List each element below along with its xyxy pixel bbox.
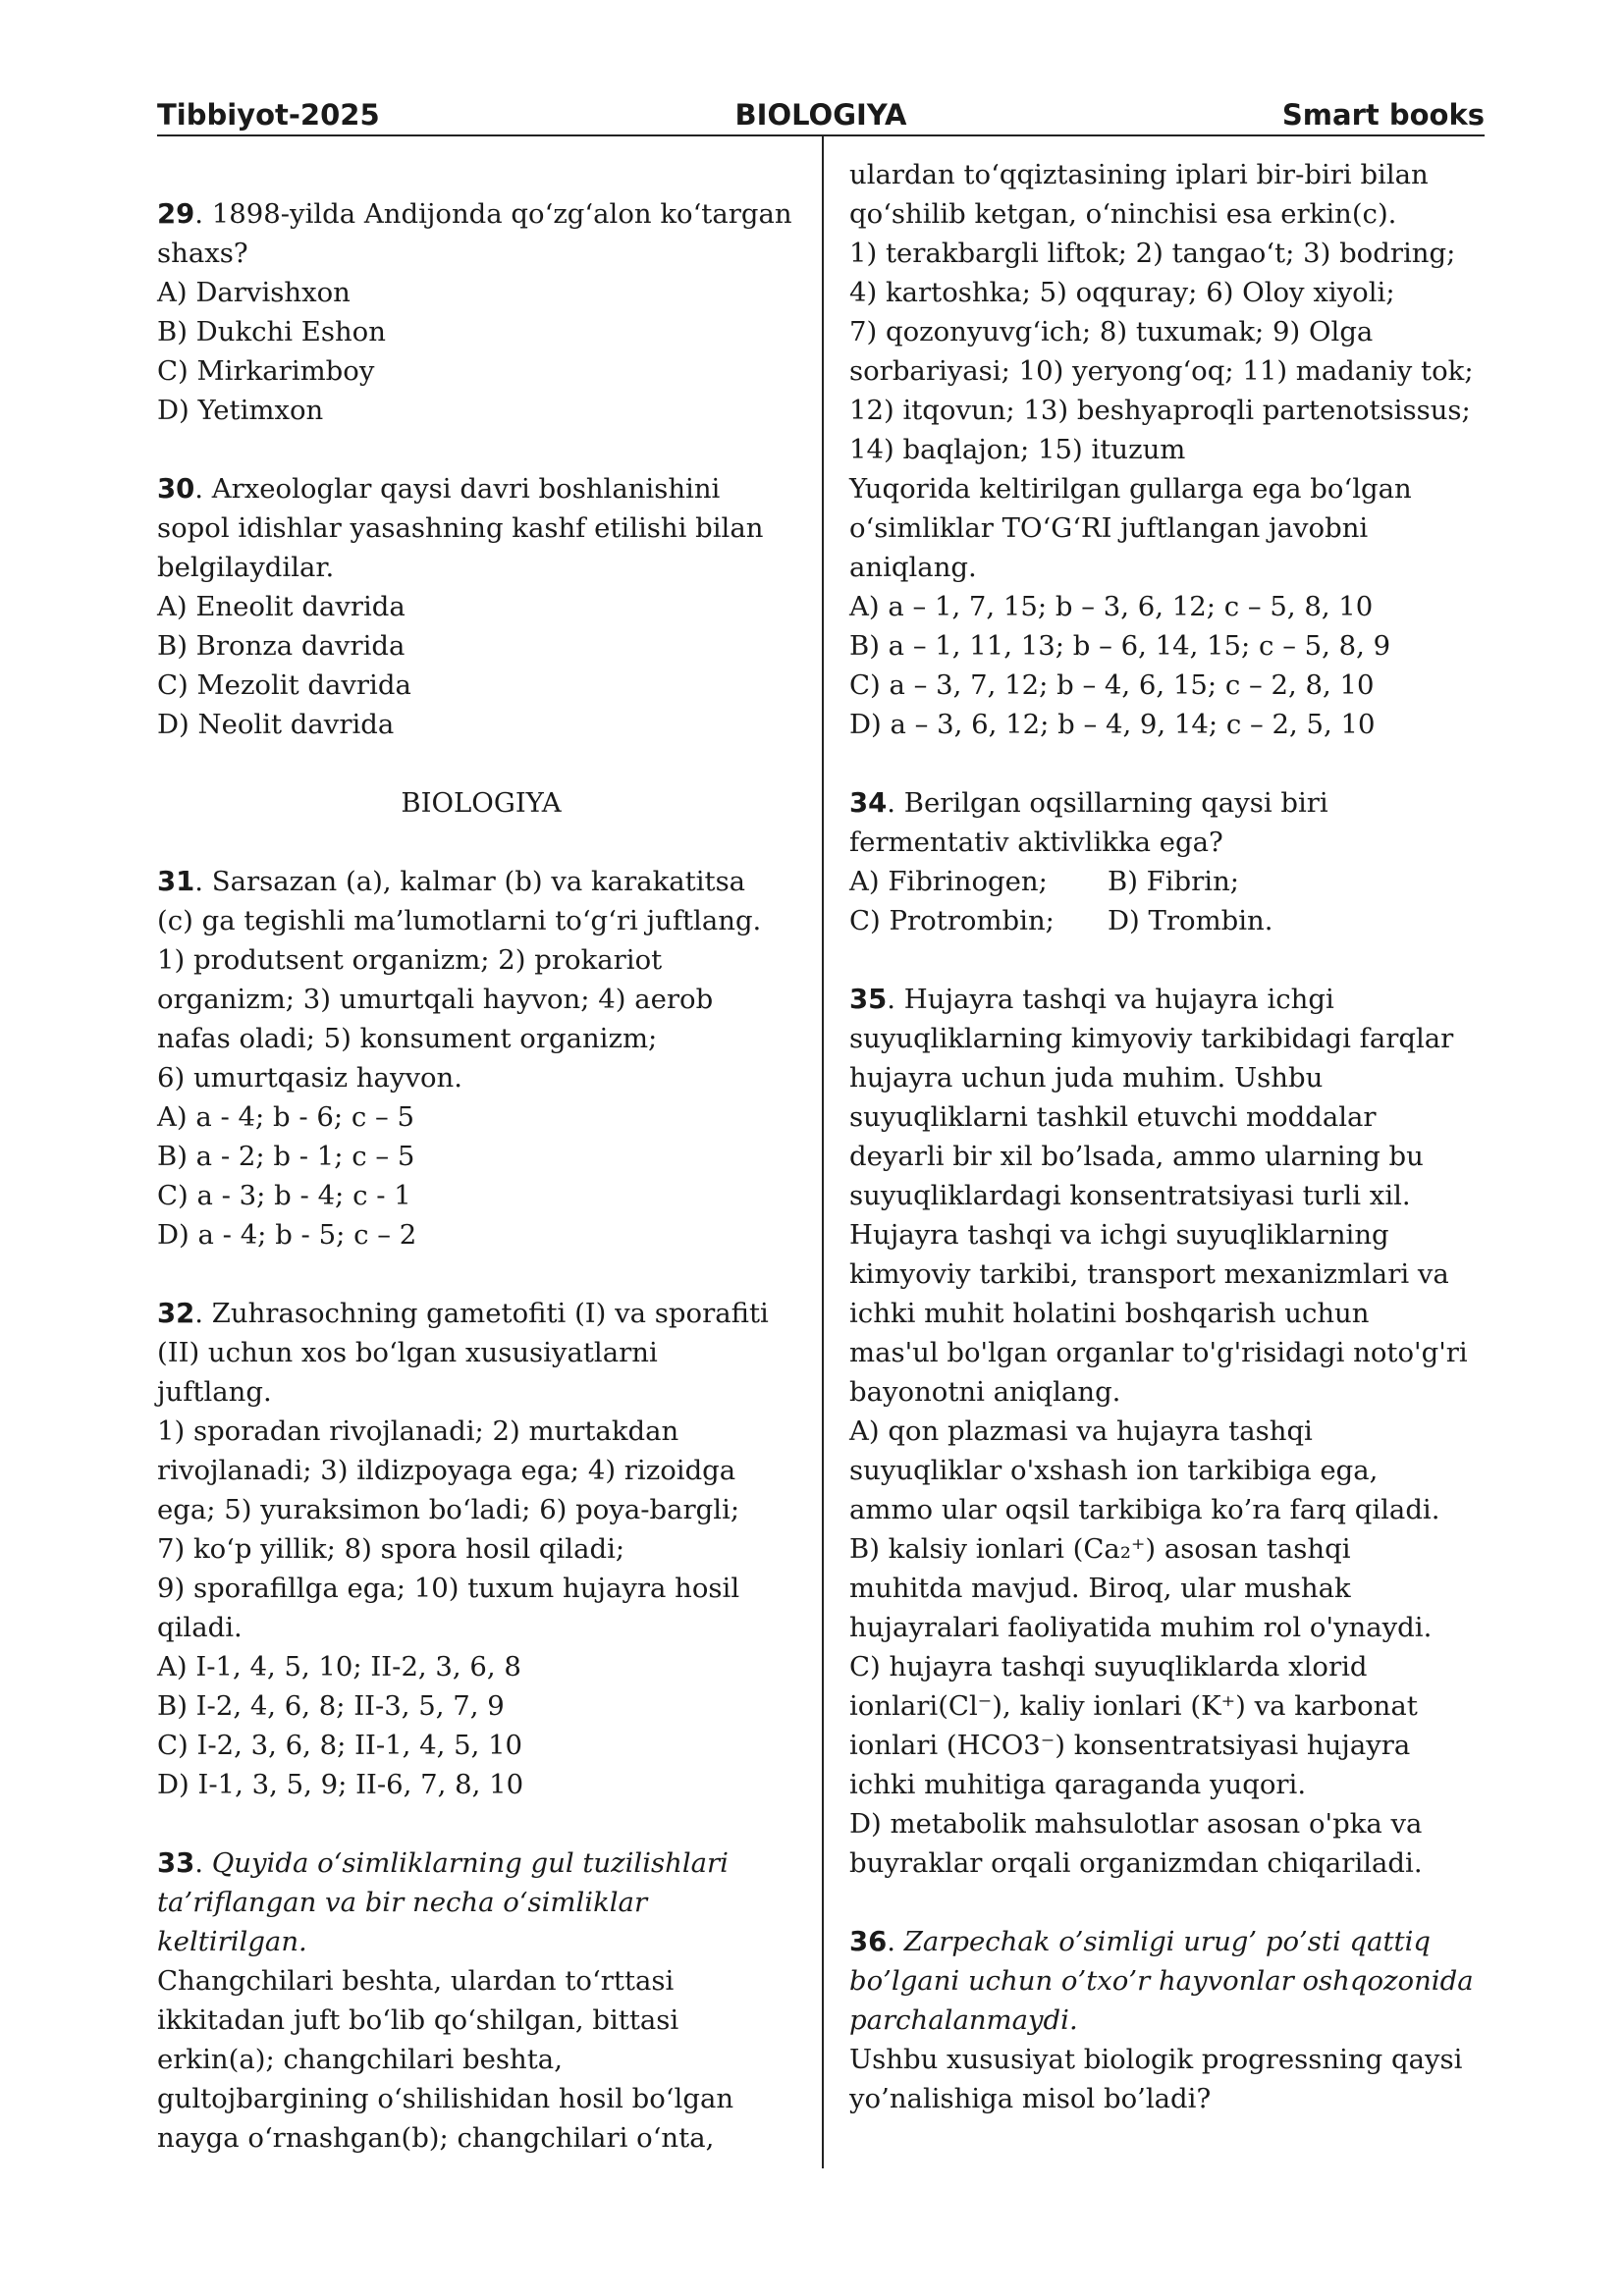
answer-option-text: ionlari (HCO3⁻) konsentratsiyasi hujayra <box>849 1730 1411 1761</box>
answer-option-b: B) Bronza davrida <box>157 630 406 662</box>
question-text: 4) kartoshka; 5) oqquray; 6) Oloy xiyoli; <box>849 277 1395 308</box>
question-text: shaxs? <box>157 238 248 269</box>
answer-option-b: B) kalsiy ionlari (Ca₂⁺) asosan tashqi <box>849 1533 1351 1565</box>
header-left: Tibbiyot-2025 <box>157 98 380 132</box>
question-number: 30 <box>157 473 195 505</box>
header-center: BIOLOGIYA <box>734 98 907 132</box>
question-text: fermentativ aktivlikka ega? <box>849 827 1223 858</box>
question-text: nafas oladi; 5) konsument organizm; <box>157 1023 658 1054</box>
answer-option-text: ammo ular oqsil tarkibiga ko’ra farq qiladi. <box>849 1494 1440 1525</box>
answer-option-d: D) metabolik mahsulotlar asosan o'pka va <box>849 1808 1423 1840</box>
answer-option-a: A) I-1, 4, 5, 10; II-2, 3, 6, 8 <box>157 1651 521 1682</box>
answer-option-text: buyraklar orqali organizmdan chiqariladi. <box>849 1847 1423 1879</box>
question-text: . Hujayra tashqi va hujayra ichgi <box>887 984 1334 1015</box>
answer-option-b: B) I-2, 4, 6, 8; II-3, 5, 7, 9 <box>157 1690 505 1722</box>
question-text: qiladi. <box>157 1612 243 1643</box>
question-text: organizm; 3) umurtqali hayvon; 4) aerob <box>157 984 714 1015</box>
question-33-start: 33. Quyida o‘simliklarning gul tuzilishlari ta’riflangan va bir necha o‘simliklar keltirilgan. Changchilari beshta, ulardan to‘rttasi ikkitadan juft bo‘lib qo‘shilgan, bittasi erkin(a); changchilari beshta, gultojbargining o‘shilishidan hosil bo‘lgan nayga o‘rnashgan(b); changchilari o‘nta, <box>157 1843 805 2158</box>
question-text: . Sarsazan (a), kalmar (b) va karakatitsa <box>194 866 746 897</box>
question-text: 1) terakbargli liftok; 2) tangao‘t; 3) bodring; <box>849 238 1456 269</box>
answer-option-c: C) Mezolit davrida <box>157 669 411 701</box>
column-divider <box>822 136 824 2168</box>
answer-option-a: A) Fibrinogen; <box>849 866 1048 897</box>
question-text: . Arxeologlar qaysi davri boshlanishini <box>194 473 721 505</box>
answer-option-d: D) I-1, 3, 5, 9; II-6, 7, 8, 10 <box>157 1769 524 1800</box>
question-text: sorbariyasi; 10) yeryong‘oq; 11) madaniy tok; <box>849 355 1474 387</box>
question-text-italic: parchalanmaydi. <box>849 2004 1078 2036</box>
answer-option-b: B) a - 2; b - 1; c – 5 <box>157 1141 415 1172</box>
answer-option-a: A) a – 1, 7, 15; b – 3, 6, 12; c – 5, 8, 10 <box>849 591 1374 622</box>
question-text: suyuqliklardagi konsentratsiyasi turli xil. <box>849 1180 1411 1211</box>
answer-option-c: C) Mirkarimboy <box>157 355 375 387</box>
question-29 <box>157 194 805 430</box>
question-number: 31 <box>157 866 195 897</box>
answer-option-b: B) Dukchi Eshon <box>157 316 386 347</box>
question-text: hujayra uchun juda muhim. Ushbu <box>849 1062 1324 1094</box>
answer-option-b: B) a – 1, 11, 13; b – 6, 14, 15; c – 5, 8, 9 <box>849 630 1391 662</box>
question-text: (II) uchun xos bo‘lgan xususiyatlarni <box>157 1337 658 1368</box>
header-right: Smart books <box>1281 98 1485 132</box>
question-text: 9) sporafillga ega; 10) tuxum hujayra hosil <box>157 1573 740 1604</box>
question-text: . 1898-yilda Andijonda qo‘zg‘alon ko‘targan <box>194 198 792 230</box>
question-text: 1) produtsent organizm; 2) prokariot <box>157 944 663 976</box>
question-text: . Zuhrasochning gametofiti (I) va sporafiti <box>194 1298 769 1329</box>
question-number: 36 <box>849 1926 888 1957</box>
question-text: nayga o‘rnashgan(b); changchilari o‘nta, <box>157 2122 715 2154</box>
question-30 <box>157 469 805 744</box>
question-text: suyuqliklarning kimyoviy tarkibidagi farqlar <box>849 1023 1454 1054</box>
answer-option-c: C) Protrombin; <box>849 905 1055 936</box>
question-text: Ushbu xususiyat biologik progressning qaysi <box>849 2044 1463 2075</box>
question-text: Yuqorida keltirilgan gullarga ega bo‘lgan <box>849 473 1412 505</box>
question-text: kimyoviy tarkibi, transport mexanizmlari va <box>849 1258 1449 1290</box>
question-number: 29 <box>157 198 195 230</box>
answer-option-a: A) qon plazmasi va hujayra tashqi <box>849 1415 1313 1447</box>
question-text-italic: keltirilgan. <box>157 1926 307 1957</box>
answer-option-a: A) Darvishxon <box>157 277 351 308</box>
answer-option-c: C) a - 3; b - 4; c - 1 <box>157 1180 411 1211</box>
answer-option-c: C) hujayra tashqi suyuqliklarda xlorid <box>849 1651 1368 1682</box>
question-36: 36. Zarpechak o’simligi urug’ po’sti qattiq bo’lgani uchun o’txo’r hayvonlar oshqozonida parchalanmaydi. Ushbu xususiyat biologik progressning qaysi yo’nalishiga misol bo’ladi? <box>849 1922 1488 2118</box>
left-column <box>157 194 805 2158</box>
answer-option-c: C) I-2, 3, 6, 8; II-1, 4, 5, 10 <box>157 1730 523 1761</box>
answer-option-d: D) a – 3, 6, 12; b – 4, 9, 14; c – 2, 5, 10 <box>849 709 1376 740</box>
question-text: 6) umurtqasiz hayvon. <box>157 1062 462 1094</box>
answer-option-d: D) a - 4; b - 5; c – 2 <box>157 1219 417 1251</box>
question-text: erkin(a); changchilari beshta, <box>157 2044 563 2075</box>
answer-option-d: D) Trombin. <box>1108 905 1273 936</box>
header-rule <box>157 134 1485 136</box>
question-33-continued <box>849 155 1488 744</box>
question-text: 12) itqovun; 13) beshyaproqli partenotsissus; <box>849 395 1471 426</box>
question-text-italic: bo’lgani uchun o’txo’r hayvonlar oshqozonida <box>849 1965 1474 1997</box>
question-text-italic: Zarpechak o’simligi urug’ po’sti qattiq <box>903 1926 1431 1957</box>
question-number: 33 <box>157 1847 195 1879</box>
question-text-italic: ta’riflangan va bir necha o‘simliklar <box>157 1887 648 1918</box>
answer-option-text: ichki muhitiga qaraganda yuqori. <box>849 1769 1307 1800</box>
answer-option-text: suyuqliklar o'xshash ion tarkibiga ega, <box>849 1455 1379 1486</box>
answer-option-d: D) Yetimxon <box>157 395 324 426</box>
question-text: 14) baqlajon; 15) ituzum <box>849 434 1186 465</box>
question-text: Hujayra tashqi va ichgi suyuqliklarning <box>849 1219 1389 1251</box>
question-text: (c) ga tegishli ma’lumotlarni to‘g‘ri juftlang. <box>157 905 762 936</box>
question-number: 35 <box>849 984 888 1015</box>
answer-option-text: muhitda mavjud. Biroq, ular mushak <box>849 1573 1351 1604</box>
question-text: yo’nalishiga misol bo’ladi? <box>849 2083 1212 2114</box>
question-text: 1) sporadan rivojlanadi; 2) murtakdan <box>157 1415 679 1447</box>
question-text: ichki muhit holatini boshqarish uchun <box>849 1298 1370 1329</box>
answer-option-c: C) a – 3, 7, 12; b – 4, 6, 15; c – 2, 8, 10 <box>849 669 1375 701</box>
question-text: suyuqliklarni tashkil etuvchi moddalar <box>849 1101 1377 1133</box>
page-header <box>157 98 1485 137</box>
question-text: bayonotni aniqlang. <box>849 1376 1121 1408</box>
question-32 <box>157 1294 805 1804</box>
question-text: belgilaydilar. <box>157 552 335 583</box>
answer-option-a: A) a - 4; b - 6; c – 5 <box>157 1101 415 1133</box>
question-text-italic: Quyida o‘simliklarning gul tuzilishlari <box>211 1847 729 1879</box>
question-text: rivojlanadi; 3) ildizpoyaga ega; 4) rizoidga <box>157 1455 736 1486</box>
answer-option-b: B) Fibrin; <box>1108 866 1240 897</box>
question-text: o‘simliklar TO‘G‘RI juftlangan javobni <box>849 512 1369 544</box>
question-text: Changchilari beshta, ulardan to‘rttasi <box>157 1965 675 1997</box>
question-text: deyarli bir xil bo’lsada, ammo ularning bu <box>849 1141 1424 1172</box>
question-35 <box>849 980 1488 1883</box>
question-number: 34 <box>849 787 888 819</box>
question-34 <box>849 783 1488 940</box>
question-text: ulardan to‘qqiztasining iplari bir-biri bilan <box>849 159 1429 190</box>
right-column <box>849 155 1488 2118</box>
question-text: 7) ko‘p yillik; 8) spora hosil qiladi; <box>157 1533 625 1565</box>
answer-option-text: hujayralari faoliyatida muhim rol o'ynaydi. <box>849 1612 1433 1643</box>
question-31 <box>157 862 805 1255</box>
question-text: ikkitadan juft bo‘lib qo‘shilgan, bittasi <box>157 2004 679 2036</box>
question-text: sopol idishlar yasashning kashf etilishi bilan <box>157 512 764 544</box>
question-text: juftlang. <box>157 1376 272 1408</box>
question-text: aniqlang. <box>849 552 977 583</box>
answer-option-d: D) Neolit davrida <box>157 709 395 740</box>
question-text: qo‘shilib ketgan, o‘ninchisi esa erkin(c). <box>849 198 1397 230</box>
question-text: gultojbargining o‘shilishidan hosil bo‘lgan <box>157 2083 734 2114</box>
question-text: ega; 5) yuraksimon bo‘ladi; 6) poya-bargli; <box>157 1494 740 1525</box>
answer-option-text: ionlari(Cl⁻), kaliy ionlari (K⁺) va karbonat <box>849 1690 1418 1722</box>
answer-option-a: A) Eneolit davrida <box>157 591 406 622</box>
section-title: BIOLOGIYA <box>401 787 562 819</box>
question-text: mas'ul bo'lgan organlar to'g'risidagi noto'g'ri <box>849 1337 1468 1368</box>
question-text: . Berilgan oqsillarning qaysi biri <box>887 787 1328 819</box>
question-text: 7) qozonyuvg‘ich; 8) tuxumak; 9) Olga <box>849 316 1374 347</box>
question-number: 32 <box>157 1298 195 1329</box>
